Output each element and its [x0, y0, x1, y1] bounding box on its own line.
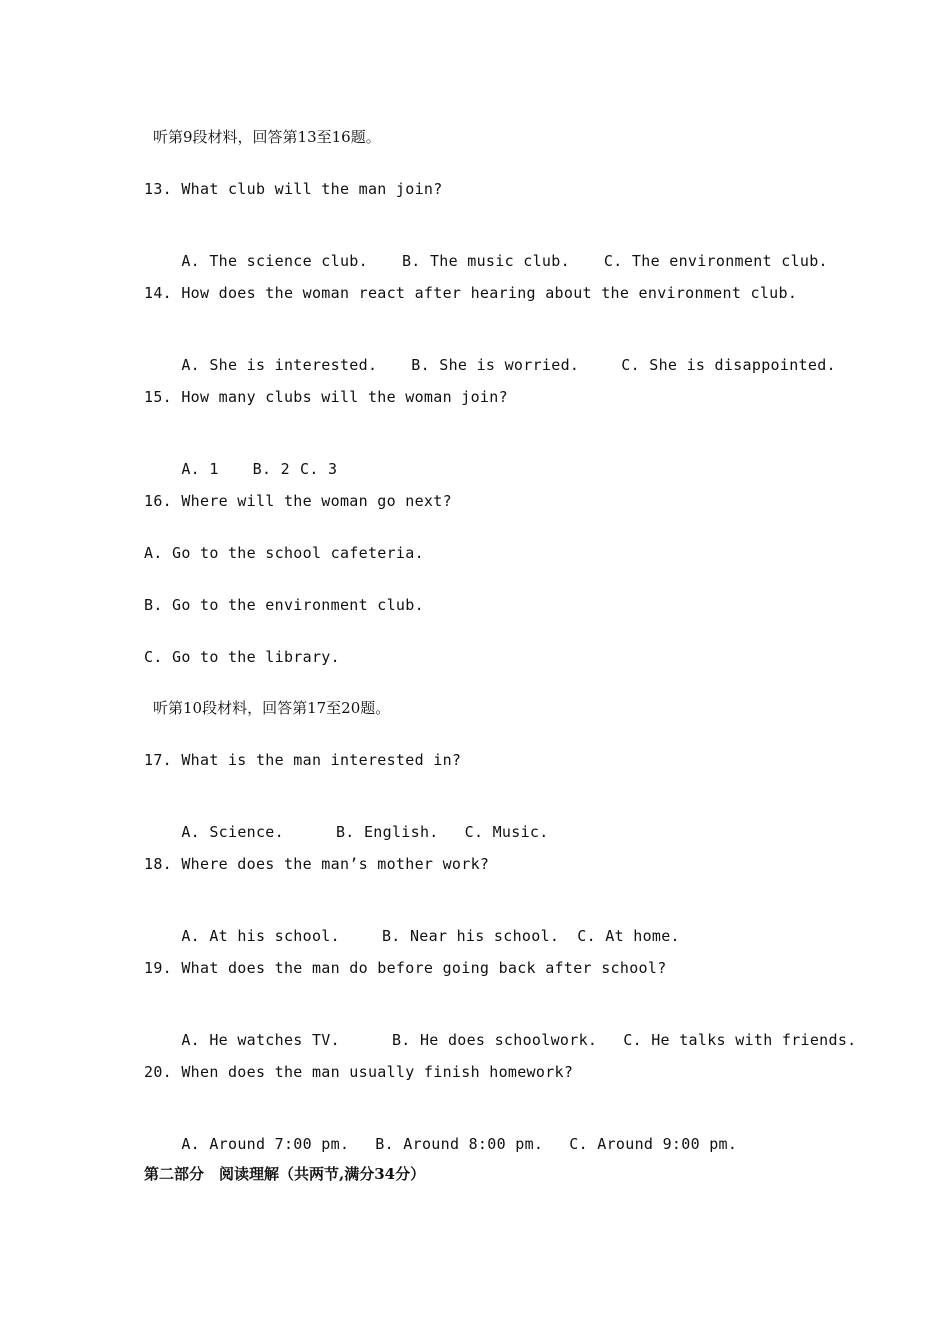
option-18a: A. At his school.: [181, 927, 340, 945]
option-20c: C. Around 9:00 pm.: [569, 1135, 738, 1153]
option-16a: A. Go to the school cafeteria.: [144, 544, 424, 562]
part-2-heading: 第二部分 阅读理解（共两节,满分34分）: [144, 1165, 426, 1183]
option-19b: B. He does schoolwork.: [391, 1031, 598, 1049]
section-9-instruction: 听第9段材料，回答第13至16题。: [153, 128, 381, 146]
option-17a: A. Science.: [181, 823, 284, 841]
question-16: 16. Where will the woman go next?: [144, 492, 452, 510]
option-18b: B. Near his school.: [381, 927, 560, 945]
option-13a: A. The science club.: [181, 252, 368, 270]
options-15: [144, 439, 337, 499]
question-15: 15. How many clubs will the woman join?: [144, 388, 508, 406]
section-10-instruction: 听第10段材料，回答第17至20题。: [153, 699, 391, 717]
option-14b: B. She is worried.: [411, 356, 580, 374]
question-20: 20. When does the man usually finish homework?: [144, 1063, 574, 1081]
option-16b: B. Go to the environment club.: [144, 596, 424, 614]
option-20b: B. Around 8:00 pm.: [375, 1135, 544, 1153]
option-17c: C. Music.: [464, 823, 549, 841]
question-13: 13. What club will the man join?: [144, 180, 443, 198]
question-19: 19. What does the man do before going back after school?: [144, 959, 667, 977]
options-17: [144, 802, 549, 862]
option-15c: C. 3: [299, 460, 338, 478]
options-13: [144, 231, 828, 291]
question-18: 18. Where does the man’s mother work?: [144, 855, 490, 873]
option-15a: A. 1: [181, 460, 219, 478]
option-15b: B. 2: [252, 460, 290, 478]
options-14: [144, 335, 836, 395]
options-19: [144, 1010, 857, 1070]
option-19a: A. He watches TV.: [181, 1031, 340, 1049]
option-14a: A. She is interested.: [181, 356, 378, 374]
option-20a: A. Around 7:00 pm.: [181, 1135, 350, 1153]
option-16c: C. Go to the library.: [144, 648, 340, 666]
option-18c: C. At home.: [577, 927, 680, 945]
option-13c: C. The environment club.: [603, 252, 828, 270]
options-18: [144, 906, 680, 966]
option-13b: B. The music club.: [401, 252, 570, 270]
option-17b: B. English.: [335, 823, 439, 841]
question-17: 17. What is the man interested in?: [144, 751, 462, 769]
option-19c: C. He talks with friends.: [623, 1031, 857, 1049]
question-14: 14. How does the woman react after hearing about the environment club.: [144, 284, 798, 302]
option-14c: C. She is disappointed.: [621, 356, 836, 374]
